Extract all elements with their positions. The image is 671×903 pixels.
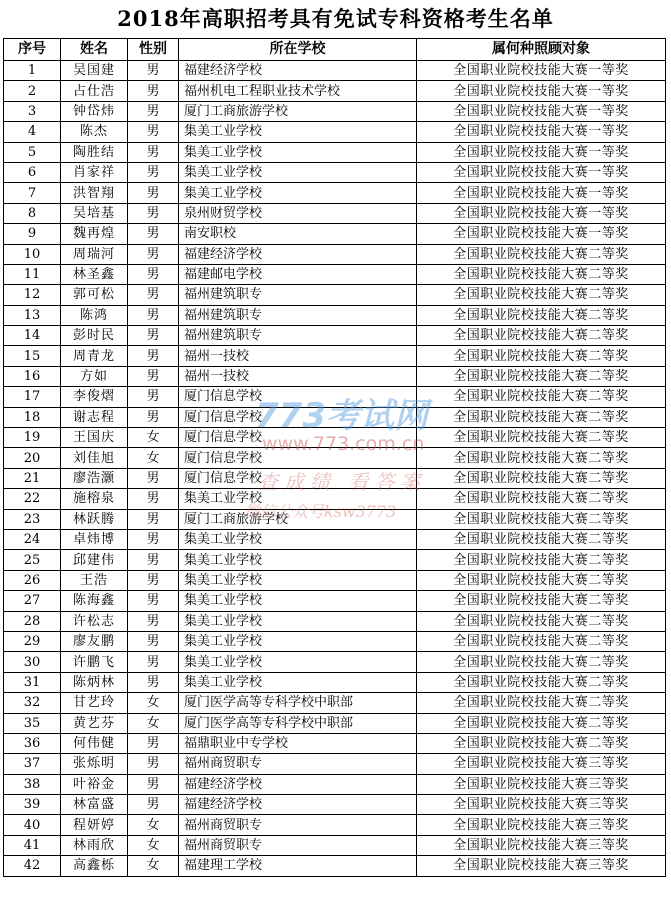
table-row	[4, 122, 666, 142]
cell-gender: 男	[128, 366, 179, 386]
cell-gender: 男	[128, 591, 179, 611]
cell-category: 全国职业院校技能大赛二等奖	[417, 428, 666, 448]
cell-school: 福鼎职业中专学校	[179, 733, 417, 753]
table-row	[4, 509, 666, 529]
cell-name: 周瑞河	[61, 244, 128, 264]
cell-school: 福州商贸职专	[179, 815, 417, 835]
table-row	[4, 489, 666, 509]
cell-gender: 男	[128, 224, 179, 244]
cell-gender: 男	[128, 509, 179, 529]
cell-name: 李俊熠	[61, 387, 128, 407]
header-name: 姓名	[61, 39, 128, 61]
watermark-wechat: 微信公众号ksw3773	[244, 502, 397, 521]
cell-school: 厦门工商旅游学校	[179, 101, 417, 121]
table-row	[4, 672, 666, 692]
cell-school: 厦门信息学校	[179, 387, 417, 407]
table-row	[4, 183, 666, 203]
cell-name: 魏再煌	[61, 224, 128, 244]
table-row	[4, 774, 666, 794]
cell-serial: 11	[4, 264, 61, 284]
cell-name: 吴培基	[61, 203, 128, 223]
table-row	[4, 81, 666, 101]
cell-serial: 36	[4, 733, 61, 753]
cell-serial: 3	[4, 101, 61, 121]
cell-name: 卓炜博	[61, 529, 128, 549]
cell-school: 福建邮电学校	[179, 264, 417, 284]
cell-gender: 男	[128, 795, 179, 815]
table-row	[4, 754, 666, 774]
cell-gender: 男	[128, 346, 179, 366]
cell-serial: 42	[4, 856, 61, 876]
cell-serial: 20	[4, 448, 61, 468]
cell-serial: 21	[4, 468, 61, 488]
cell-gender: 男	[128, 81, 179, 101]
cell-serial: 12	[4, 285, 61, 305]
cell-category: 全国职业院校技能大赛二等奖	[417, 346, 666, 366]
cell-gender: 男	[128, 285, 179, 305]
table-row	[4, 856, 666, 876]
cell-name: 王国庆	[61, 428, 128, 448]
cell-name: 陶胜结	[61, 142, 128, 162]
cell-serial: 18	[4, 407, 61, 427]
cell-category: 全国职业院校技能大赛三等奖	[417, 774, 666, 794]
header-serial: 序号	[4, 39, 61, 61]
cell-serial: 24	[4, 529, 61, 549]
cell-name: 林跃腾	[61, 509, 128, 529]
cell-category: 全国职业院校技能大赛一等奖	[417, 81, 666, 101]
table-row	[4, 285, 666, 305]
cell-category: 全国职业院校技能大赛一等奖	[417, 183, 666, 203]
cell-gender: 男	[128, 162, 179, 182]
cell-school: 厦门医学高等专科学校中职部	[179, 713, 417, 733]
cell-gender: 男	[128, 407, 179, 427]
table-row	[4, 652, 666, 672]
cell-gender: 男	[128, 550, 179, 570]
cell-category: 全国职业院校技能大赛二等奖	[417, 631, 666, 651]
cell-category: 全国职业院校技能大赛一等奖	[417, 101, 666, 121]
cell-name: 甘艺玲	[61, 693, 128, 713]
cell-serial: 32	[4, 693, 61, 713]
cell-category: 全国职业院校技能大赛一等奖	[417, 224, 666, 244]
cell-school: 集美工业学校	[179, 570, 417, 590]
cell-category: 全国职业院校技能大赛二等奖	[417, 285, 666, 305]
cell-serial: 8	[4, 203, 61, 223]
cell-gender: 男	[128, 468, 179, 488]
cell-serial: 38	[4, 774, 61, 794]
cell-name: 占仕浩	[61, 81, 128, 101]
cell-name: 廖浩灏	[61, 468, 128, 488]
cell-name: 黄艺芬	[61, 713, 128, 733]
cell-school: 福建经济学校	[179, 774, 417, 794]
table-row	[4, 326, 666, 346]
cell-gender: 男	[128, 631, 179, 651]
cell-serial: 17	[4, 387, 61, 407]
cell-name: 郭可松	[61, 285, 128, 305]
cell-school: 福州商贸职专	[179, 754, 417, 774]
header-school: 所在学校	[179, 39, 417, 61]
table-row	[4, 101, 666, 121]
table-row	[4, 448, 666, 468]
cell-serial: 4	[4, 122, 61, 142]
cell-school: 福建经济学校	[179, 795, 417, 815]
table-row	[4, 795, 666, 815]
cell-category: 全国职业院校技能大赛一等奖	[417, 61, 666, 81]
cell-school: 厦门信息学校	[179, 448, 417, 468]
cell-school: 福州一技校	[179, 346, 417, 366]
cell-serial: 22	[4, 489, 61, 509]
cell-school: 福建理工学校	[179, 856, 417, 876]
cell-school: 厦门信息学校	[179, 468, 417, 488]
cell-category: 全国职业院校技能大赛一等奖	[417, 142, 666, 162]
candidate-table	[3, 38, 666, 877]
table-row	[4, 61, 666, 81]
table-row	[4, 815, 666, 835]
cell-name: 林富盛	[61, 795, 128, 815]
table-body	[4, 61, 666, 877]
cell-school: 福州一技校	[179, 366, 417, 386]
cell-category: 全国职业院校技能大赛二等奖	[417, 611, 666, 631]
cell-school: 厦门工商旅游学校	[179, 509, 417, 529]
cell-name: 吴国建	[61, 61, 128, 81]
cell-school: 集美工业学校	[179, 591, 417, 611]
cell-serial: 28	[4, 611, 61, 631]
cell-gender: 男	[128, 122, 179, 142]
cell-name: 张烁明	[61, 754, 128, 774]
table-row	[4, 591, 666, 611]
cell-name: 何伟健	[61, 733, 128, 753]
cell-gender: 女	[128, 428, 179, 448]
cell-serial: 10	[4, 244, 61, 264]
cell-name: 叶裕金	[61, 774, 128, 794]
cell-school: 福州建筑职专	[179, 285, 417, 305]
watermark-logo: 773考试网	[255, 396, 428, 436]
cell-category: 全国职业院校技能大赛二等奖	[417, 305, 666, 325]
table-row	[4, 611, 666, 631]
cell-school: 集美工业学校	[179, 489, 417, 509]
cell-serial: 40	[4, 815, 61, 835]
cell-category: 全国职业院校技能大赛二等奖	[417, 387, 666, 407]
cell-name: 许松志	[61, 611, 128, 631]
cell-gender: 女	[128, 856, 179, 876]
cell-gender: 男	[128, 529, 179, 549]
header-category: 属何种照顾对象	[417, 39, 666, 61]
table-row	[4, 162, 666, 182]
cell-category: 全国职业院校技能大赛三等奖	[417, 856, 666, 876]
cell-gender: 男	[128, 101, 179, 121]
table-row	[4, 529, 666, 549]
cell-serial: 25	[4, 550, 61, 570]
table-row	[4, 468, 666, 488]
cell-category: 全国职业院校技能大赛一等奖	[417, 162, 666, 182]
cell-name: 谢志程	[61, 407, 128, 427]
cell-gender: 男	[128, 305, 179, 325]
cell-serial: 15	[4, 346, 61, 366]
cell-school: 集美工业学校	[179, 183, 417, 203]
cell-name: 方如	[61, 366, 128, 386]
cell-category: 全国职业院校技能大赛三等奖	[417, 795, 666, 815]
cell-serial: 26	[4, 570, 61, 590]
cell-serial: 7	[4, 183, 61, 203]
cell-gender: 男	[128, 652, 179, 672]
table-row	[4, 835, 666, 855]
cell-category: 全国职业院校技能大赛二等奖	[417, 326, 666, 346]
cell-gender: 男	[128, 244, 179, 264]
table-row	[4, 224, 666, 244]
cell-category: 全国职业院校技能大赛一等奖	[417, 203, 666, 223]
cell-gender: 女	[128, 693, 179, 713]
cell-category: 全国职业院校技能大赛二等奖	[417, 489, 666, 509]
cell-name: 林圣鑫	[61, 264, 128, 284]
table-row	[4, 264, 666, 284]
cell-name: 周青龙	[61, 346, 128, 366]
cell-name: 高鑫栎	[61, 856, 128, 876]
cell-gender: 女	[128, 835, 179, 855]
cell-serial: 41	[4, 835, 61, 855]
table-header-row	[4, 39, 666, 61]
cell-name: 陈鸿	[61, 305, 128, 325]
table-row	[4, 631, 666, 651]
cell-category: 全国职业院校技能大赛二等奖	[417, 672, 666, 692]
cell-gender: 男	[128, 672, 179, 692]
cell-serial: 6	[4, 162, 61, 182]
cell-name: 陈海鑫	[61, 591, 128, 611]
watermark-url: www.773.com.cn	[262, 433, 425, 455]
cell-school: 集美工业学校	[179, 122, 417, 142]
cell-school: 福建经济学校	[179, 61, 417, 81]
cell-category: 全国职业院校技能大赛二等奖	[417, 713, 666, 733]
cell-school: 集美工业学校	[179, 162, 417, 182]
cell-serial: 30	[4, 652, 61, 672]
table-row	[4, 244, 666, 264]
table-row	[4, 570, 666, 590]
cell-gender: 男	[128, 142, 179, 162]
cell-category: 全国职业院校技能大赛二等奖	[417, 693, 666, 713]
watermark-slogan: 查成绩 看答案	[258, 470, 427, 494]
cell-serial: 23	[4, 509, 61, 529]
cell-serial: 39	[4, 795, 61, 815]
cell-school: 南安职校	[179, 224, 417, 244]
header-gender: 性别	[128, 39, 179, 61]
cell-name: 洪智翔	[61, 183, 128, 203]
cell-category: 全国职业院校技能大赛三等奖	[417, 754, 666, 774]
cell-gender: 女	[128, 448, 179, 468]
cell-category: 全国职业院校技能大赛二等奖	[417, 366, 666, 386]
cell-serial: 16	[4, 366, 61, 386]
cell-serial: 29	[4, 631, 61, 651]
cell-gender: 男	[128, 183, 179, 203]
cell-school: 厦门医学高等专科学校中职部	[179, 693, 417, 713]
cell-serial: 19	[4, 428, 61, 448]
cell-school: 福州机电工程职业技术学校	[179, 81, 417, 101]
cell-category: 全国职业院校技能大赛二等奖	[417, 244, 666, 264]
cell-category: 全国职业院校技能大赛三等奖	[417, 835, 666, 855]
cell-name: 邱建伟	[61, 550, 128, 570]
cell-name: 林雨欣	[61, 835, 128, 855]
cell-gender: 男	[128, 387, 179, 407]
cell-name: 廖友鹏	[61, 631, 128, 651]
cell-category: 全国职业院校技能大赛二等奖	[417, 468, 666, 488]
cell-name: 程妍婷	[61, 815, 128, 835]
cell-category: 全国职业院校技能大赛二等奖	[417, 264, 666, 284]
cell-school: 集美工业学校	[179, 672, 417, 692]
cell-name: 许鹏飞	[61, 652, 128, 672]
page-title: 2018年高职招考具有免试专科资格考生名单	[117, 6, 554, 31]
cell-category: 全国职业院校技能大赛二等奖	[417, 591, 666, 611]
cell-gender: 女	[128, 815, 179, 835]
cell-category: 全国职业院校技能大赛二等奖	[417, 509, 666, 529]
cell-category: 全国职业院校技能大赛二等奖	[417, 529, 666, 549]
cell-serial: 27	[4, 591, 61, 611]
cell-name: 肖家祥	[61, 162, 128, 182]
cell-gender: 男	[128, 489, 179, 509]
cell-category: 全国职业院校技能大赛三等奖	[417, 815, 666, 835]
cell-school: 厦门信息学校	[179, 407, 417, 427]
cell-school: 集美工业学校	[179, 631, 417, 651]
cell-school: 厦门信息学校	[179, 428, 417, 448]
table-row	[4, 142, 666, 162]
cell-school: 福州建筑职专	[179, 305, 417, 325]
table-row	[4, 387, 666, 407]
cell-gender: 男	[128, 754, 179, 774]
cell-category: 全国职业院校技能大赛二等奖	[417, 652, 666, 672]
cell-school: 集美工业学校	[179, 142, 417, 162]
cell-serial: 1	[4, 61, 61, 81]
table-row	[4, 428, 666, 448]
table-row	[4, 305, 666, 325]
cell-serial: 9	[4, 224, 61, 244]
cell-gender: 男	[128, 264, 179, 284]
cell-category: 全国职业院校技能大赛二等奖	[417, 448, 666, 468]
cell-serial: 14	[4, 326, 61, 346]
cell-name: 彭时民	[61, 326, 128, 346]
cell-gender: 男	[128, 570, 179, 590]
cell-serial: 2	[4, 81, 61, 101]
cell-category: 全国职业院校技能大赛二等奖	[417, 550, 666, 570]
table-row	[4, 733, 666, 753]
cell-category: 全国职业院校技能大赛二等奖	[417, 407, 666, 427]
cell-gender: 女	[128, 713, 179, 733]
cell-gender: 男	[128, 326, 179, 346]
table-row	[4, 346, 666, 366]
cell-name: 陈杰	[61, 122, 128, 142]
cell-school: 福州商贸职专	[179, 835, 417, 855]
cell-name: 钟岱炜	[61, 101, 128, 121]
cell-school: 福州建筑职专	[179, 326, 417, 346]
cell-gender: 男	[128, 733, 179, 753]
cell-school: 集美工业学校	[179, 611, 417, 631]
cell-category: 全国职业院校技能大赛一等奖	[417, 122, 666, 142]
cell-name: 王浩	[61, 570, 128, 590]
table-row	[4, 366, 666, 386]
cell-serial: 31	[4, 672, 61, 692]
table-row	[4, 693, 666, 713]
cell-name: 陈炳林	[61, 672, 128, 692]
cell-gender: 男	[128, 61, 179, 81]
cell-category: 全国职业院校技能大赛二等奖	[417, 570, 666, 590]
cell-school: 集美工业学校	[179, 652, 417, 672]
cell-gender: 男	[128, 203, 179, 223]
table-row	[4, 550, 666, 570]
cell-name: 刘佳旭	[61, 448, 128, 468]
cell-school: 集美工业学校	[179, 550, 417, 570]
cell-school: 泉州财贸学校	[179, 203, 417, 223]
cell-category: 全国职业院校技能大赛二等奖	[417, 733, 666, 753]
cell-gender: 男	[128, 774, 179, 794]
cell-school: 集美工业学校	[179, 529, 417, 549]
cell-serial: 13	[4, 305, 61, 325]
cell-school: 福建经济学校	[179, 244, 417, 264]
cell-serial: 5	[4, 142, 61, 162]
cell-name: 施榕泉	[61, 489, 128, 509]
table-row	[4, 203, 666, 223]
cell-serial: 37	[4, 754, 61, 774]
cell-serial: 35	[4, 713, 61, 733]
table-row	[4, 713, 666, 733]
table-row	[4, 407, 666, 427]
cell-gender: 男	[128, 611, 179, 631]
